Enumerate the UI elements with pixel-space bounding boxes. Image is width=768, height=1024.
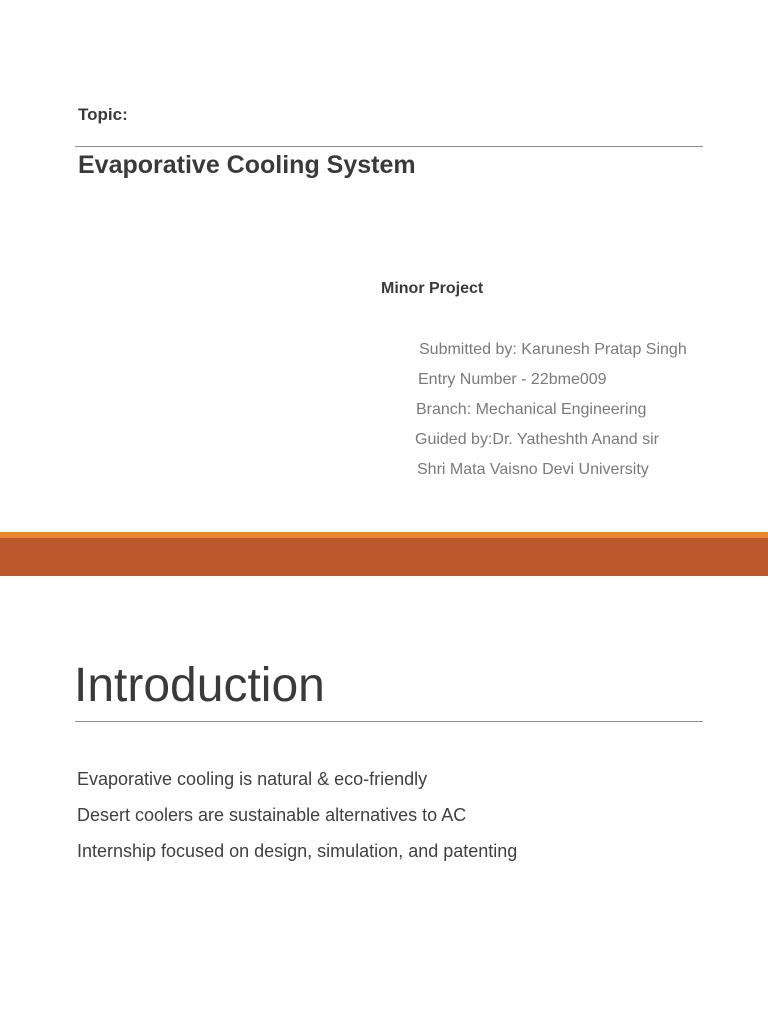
slide-separator-band [0, 538, 768, 576]
title-divider [75, 146, 703, 147]
entry-number: Entry Number - 22bme009 [418, 371, 607, 388]
introduction-divider [75, 721, 703, 722]
topic-label: Topic: [78, 105, 128, 124]
branch: Branch: Mechanical Engineering [416, 401, 647, 418]
university: Shri Mata Vaisno Devi University [417, 461, 649, 478]
bullet-item: Internship focused on design, simulation, and patenting [77, 841, 518, 861]
project-type-label: Minor Project [381, 280, 484, 297]
bullet-item: Desert coolers are sustainable alternatives to AC [77, 805, 467, 825]
slide-title: Evaporative Cooling System [78, 151, 416, 179]
introduction-slide [0, 576, 768, 1024]
bullet-item: Evaporative cooling is natural & eco-friendly [77, 769, 428, 789]
guided-by: Guided by:Dr. Yatheshth Anand sir [415, 431, 660, 448]
submitted-by: Submitted by: Karunesh Pratap Singh [419, 341, 687, 358]
introduction-title: Introduction [74, 659, 325, 712]
